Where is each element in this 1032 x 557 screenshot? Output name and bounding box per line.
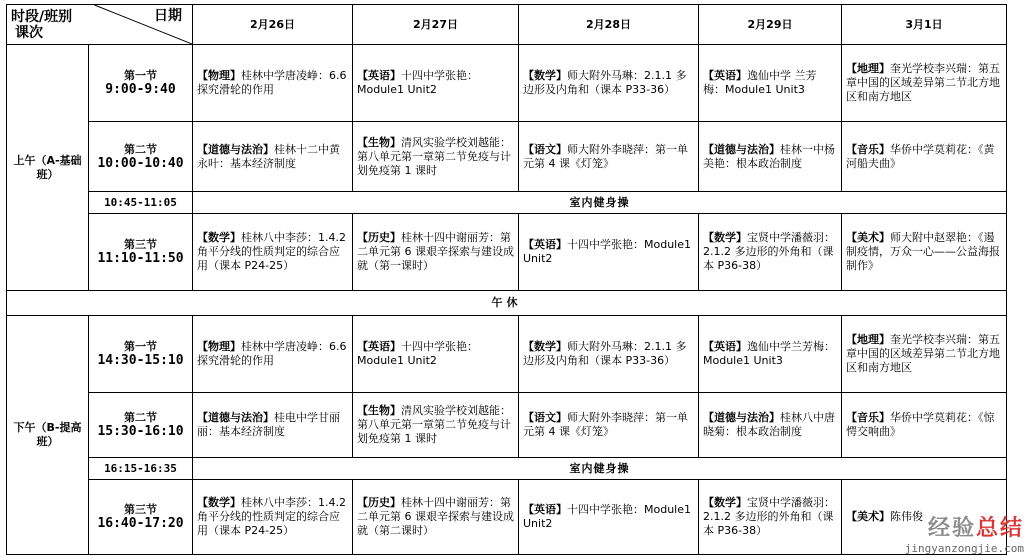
header-row	[7, 5, 1007, 45]
subject-label: 【英语】	[703, 69, 747, 82]
class-detail: 十四中学张艳：Module1 Unit2	[357, 69, 478, 96]
date-header: 2月29日	[699, 5, 842, 45]
period-time: 15:30-16:10	[97, 424, 184, 439]
subject-label: 【数学】	[197, 231, 241, 244]
class-cell	[699, 45, 842, 122]
period-time: 16:40-17:20	[97, 516, 184, 531]
class-cell	[193, 122, 353, 192]
period-cell	[89, 214, 193, 291]
morning-period-2-row	[7, 122, 1007, 192]
morning-break-row	[7, 192, 1007, 214]
subject-label: 【英语】	[523, 503, 567, 516]
class-detail: 逸仙中学 兰芳梅：Module1 Unit3	[703, 69, 817, 96]
break-activity: 室内健身操	[193, 192, 1007, 214]
afternoon-period-2-row	[7, 393, 1007, 458]
class-detail: 桂林十二中黄永叶：基本经济制度	[197, 142, 340, 170]
subject-label: 【英语】	[703, 340, 747, 353]
period-name: 第二节	[124, 142, 157, 156]
class-cell	[842, 122, 1007, 192]
class-detail: 奎光学校李兴瑞：第五章中国的区域差异第二节北方地区和南方地区	[846, 333, 1000, 374]
subject-label: 【语文】	[523, 411, 567, 424]
afternoon-period-3-row	[7, 480, 1007, 555]
subject-label: 【生物】	[357, 135, 401, 149]
watermark-logo	[905, 511, 1024, 542]
class-cell	[842, 45, 1007, 122]
class-cell	[193, 316, 353, 393]
subject-label: 【历史】	[357, 496, 401, 509]
class-cell	[842, 214, 1007, 291]
period-cell	[89, 393, 193, 458]
period-time: 10:00-10:40	[97, 155, 184, 171]
class-cell	[519, 122, 699, 192]
class-detail: 师大附中赵翠艳：《遏制疫情，万众一心——公益海报制作》	[846, 231, 1000, 272]
period-cell	[89, 316, 193, 393]
lunch-row	[7, 291, 1007, 316]
class-cell	[353, 45, 519, 122]
subject-label: 【生物】	[357, 404, 401, 417]
class-cell	[699, 214, 842, 291]
watermark-text-b: 总结	[975, 516, 1024, 541]
class-detail: 十四中学张艳：Module1 Unit2	[523, 503, 691, 530]
class-cell	[699, 480, 842, 555]
class-detail: 陈伟俊	[890, 510, 923, 523]
class-cell	[353, 316, 519, 393]
class-cell	[842, 316, 1007, 393]
period-time: 9:00-9:40	[105, 82, 176, 97]
subject-label: 【音乐】	[846, 411, 890, 424]
period-name: 第二节	[124, 411, 157, 424]
watermark-text-a: 经验	[927, 516, 976, 541]
class-cell	[699, 393, 842, 458]
date-header: 2月26日	[193, 5, 353, 45]
period-name: 第一节	[124, 340, 157, 353]
class-detail: 师大附外李晓萍：第一单元第 4 课《灯笼》	[523, 411, 688, 438]
subject-label: 【英语】	[357, 69, 401, 82]
class-cell	[353, 393, 519, 458]
class-cell	[699, 316, 842, 393]
break-time: 16:15-16:35	[89, 458, 193, 480]
class-detail: 清风实验学校刘越能：第八单元第一章第二节免疫与计划免疫第 1 课时	[357, 404, 511, 445]
date-header: 3月1日	[842, 5, 1007, 45]
class-detail: 华侨中学莫莉花：《黄河船夫曲》	[846, 142, 995, 170]
schedule-table	[6, 4, 1007, 555]
subject-label: 【音乐】	[846, 142, 890, 156]
subject-label: 【语文】	[523, 142, 567, 156]
subject-label: 【道德与法治】	[703, 411, 780, 424]
subject-label: 【物理】	[197, 69, 241, 82]
class-detail: 桂林八中唐晓菊：根本政治制度	[703, 411, 835, 438]
subject-label: 【物理】	[197, 340, 241, 353]
subject-label: 【数学】	[197, 496, 241, 509]
class-detail: 奎光学校李兴瑞：第五章中国的区域差异第二节北方地区和南方地区	[846, 62, 1000, 103]
date-header: 2月27日	[353, 5, 519, 45]
period-name: 第一节	[124, 69, 157, 82]
subject-label: 【道德与法治】	[197, 142, 274, 156]
period-cell	[89, 45, 193, 122]
class-detail: 桂林一中杨美艳：根本政治制度	[703, 142, 835, 170]
subject-label: 【地理】	[846, 62, 890, 75]
class-detail: 桂林八中李莎：1.4.2 角平分线的性质判定的综合应用（课本 P24-25）	[197, 231, 346, 272]
class-detail: 师大附外李晓萍：第一单元第 4 课《灯笼》	[523, 142, 688, 170]
period-time: 14:30-15:10	[97, 353, 184, 368]
class-detail: 桂林中学唐凌峥：6.6 探究滑轮的作用	[197, 69, 347, 96]
watermark	[905, 511, 1024, 555]
period-name: 第三节	[124, 238, 157, 251]
morning-block-label: 上午（A-基础班）	[7, 45, 89, 291]
subject-label: 【道德与法治】	[703, 142, 780, 156]
subject-label: 【美术】	[846, 510, 890, 523]
corner-header	[7, 5, 193, 45]
class-cell	[193, 214, 353, 291]
class-detail: 十四中学张艳：Module1 Unit2	[357, 340, 478, 367]
class-detail: 宝贤中学潘薇羽：2.1.2 多边形的外角和（课本 P36-38）	[703, 496, 835, 537]
class-cell	[193, 480, 353, 555]
class-detail: 师大附外马琳：2.1.1 多边形及内角和（课本 P33-36）	[523, 69, 687, 96]
period-cell	[89, 122, 193, 192]
lunch-label: 午休	[7, 291, 1007, 316]
class-detail: 桂林八中李莎：1.4.2 角平分线的性质判定的综合应用（课本 P24-25）	[197, 496, 346, 537]
class-cell	[519, 316, 699, 393]
class-detail: 逸仙中学兰芳梅：Module1 Unit3	[703, 340, 835, 367]
corner-date-label: 日期	[154, 8, 182, 24]
class-cell	[193, 393, 353, 458]
watermark-url: jingyanzongjie.com	[904, 542, 1024, 555]
subject-label: 【英语】	[357, 340, 401, 353]
corner-period-label: 课次	[15, 25, 43, 41]
class-detail: 华侨中学莫莉花：《惊愕交响曲》	[846, 411, 995, 438]
morning-period-3-row	[7, 214, 1007, 291]
class-detail: 桂林十四中谢丽芳：第二单元第 6 课艰辛探索与建设成就（第二课时）	[357, 496, 514, 537]
class-detail: 桂电中学甘丽丽：基本经济制度	[197, 411, 340, 438]
class-detail: 师大附外马琳：2.1.1 多边形及内角和（课本 P33-36）	[523, 340, 687, 367]
subject-label: 【数学】	[703, 231, 747, 244]
class-cell	[519, 45, 699, 122]
subject-label: 【道德与法治】	[197, 411, 274, 424]
subject-label: 【数学】	[523, 69, 567, 82]
class-detail: 桂林十四中谢丽芳：第二单元第 6 课艰辛探索与建设成就（第一课时）	[357, 231, 514, 272]
subject-label: 【历史】	[357, 231, 401, 244]
class-cell	[519, 393, 699, 458]
class-detail: 十四中学张艳：Module1 Unit2	[523, 238, 691, 265]
period-time: 11:10-11:50	[97, 251, 184, 266]
break-time: 10:45-11:05	[89, 192, 193, 214]
class-detail: 宝贤中学潘薇羽：2.1.2 多边形的外角和（课本 P36-38）	[703, 231, 835, 272]
period-cell	[89, 480, 193, 555]
subject-label: 【美术】	[846, 231, 890, 244]
date-header: 2月28日	[519, 5, 699, 45]
class-cell	[353, 122, 519, 192]
subject-label: 【地理】	[846, 333, 890, 346]
afternoon-period-1-row	[7, 316, 1007, 393]
break-activity: 室内健身操	[193, 458, 1007, 480]
class-detail: 清风实验学校刘越能：第八单元第一章第二节免疫与计划免疫第 1 课时	[357, 135, 511, 177]
afternoon-block-label: 下午（B-提高班）	[7, 316, 89, 555]
class-detail: 桂林中学唐凌峥：6.6 探究滑轮的作用	[197, 340, 347, 367]
class-cell	[699, 122, 842, 192]
class-cell	[519, 480, 699, 555]
subject-label: 【英语】	[523, 238, 567, 251]
corner-left-label: 时段/班别	[11, 9, 73, 25]
class-cell	[842, 393, 1007, 458]
subject-label: 【数学】	[523, 340, 567, 353]
class-cell	[193, 45, 353, 122]
period-name: 第三节	[124, 503, 157, 516]
afternoon-break-row	[7, 458, 1007, 480]
class-cell	[519, 214, 699, 291]
class-cell	[353, 480, 519, 555]
class-cell	[353, 214, 519, 291]
subject-label: 【数学】	[703, 496, 747, 509]
morning-period-1-row	[7, 45, 1007, 122]
